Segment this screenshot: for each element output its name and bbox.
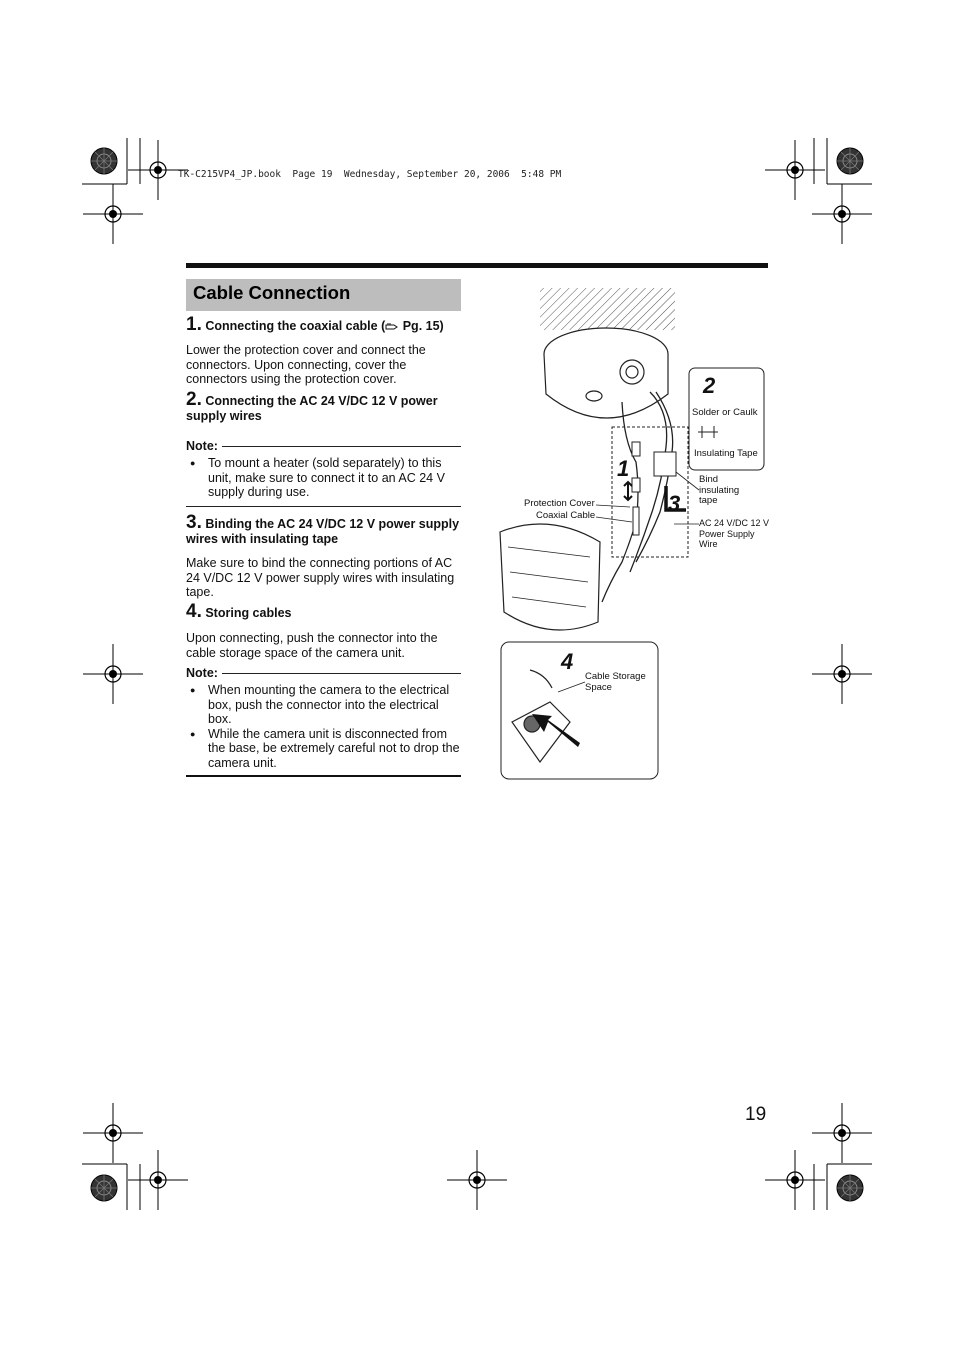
step-2-heading — [186, 389, 461, 424]
section-title: Cable Connection — [193, 282, 351, 303]
label-protection-cover: Protection Cover — [524, 498, 595, 509]
label-power-supply-wire: AC 24 V/DC 12 V Power Supply Wire — [699, 518, 770, 549]
note-2-item: ● When mounting the camera to the electrical box, push the connector into the electrical box. — [186, 683, 461, 727]
note-1-item-text: To mount a heater (sold separately) to this unit, make sure to connect it to an AC 24 V supply during use. — [208, 456, 445, 499]
step-3-title: Binding the AC 24 V/DC 12 V power supply wires with insulating tape — [186, 517, 460, 546]
note-2-item-text: While the camera unit is disconnected from the base, be extremely careful not to drop the camera unit. — [208, 726, 460, 770]
note-2-list — [186, 683, 461, 770]
note-2-item: ● While the camera unit is disconnected from the base, be extremely careful not to drop the camera unit. — [190, 726, 460, 770]
diagram-step-3-number: 3 — [668, 491, 681, 516]
label-cable-storage-space: Cable Storage Space — [585, 671, 646, 693]
cable-storage-detail-box — [501, 642, 658, 779]
pointing-hand-icon — [385, 322, 399, 332]
note-2-rule — [222, 673, 461, 674]
step-2-number: 2. — [186, 389, 202, 410]
page-number: 19 — [745, 1104, 767, 1125]
diagram-step-2-number: 2 — [703, 373, 716, 398]
note-2-item-text: When mounting the camera to the electrical box, push the connector into the electrical box. — [208, 683, 450, 726]
step-1-page-ref: Pg. 15) — [399, 319, 444, 333]
step-4-number: 4. — [186, 601, 202, 622]
label-bind-insulating-tape: Bind insulating tape — [699, 474, 740, 506]
step-1-body: Lower the protection cover and connect the connectors. Upon connecting, cover the connectors using the protection cover. — [186, 343, 426, 386]
label-solder-or-caulk: Solder or Caulk — [692, 407, 758, 418]
note-1-label: Note: — [186, 439, 218, 453]
bottom-rule — [186, 775, 461, 777]
top-rule — [186, 263, 768, 268]
camera-unit — [500, 524, 600, 630]
diagram-step-1-number: 1 — [617, 456, 630, 481]
camera-base — [544, 328, 668, 418]
step-3-heading — [186, 512, 461, 547]
note-1-rule — [222, 446, 461, 447]
bind-tape-box — [654, 452, 676, 476]
step-1-heading — [186, 314, 461, 335]
step-4-title: Storing cables — [205, 606, 292, 620]
diagram-step-4-number: 4 — [561, 649, 574, 674]
move-arrow-icon — [624, 482, 632, 500]
note-1-bottom-rule — [186, 506, 461, 507]
step-4-heading — [186, 601, 461, 622]
step-4-body: Upon connecting, push the connector into the cable storage space of the camera unit. — [186, 631, 438, 660]
label-insulating-tape: Insulating Tape — [694, 448, 758, 459]
note-2-label: Note: — [186, 666, 218, 680]
step-1-number: 1. — [186, 314, 202, 335]
coaxial-connector — [632, 442, 640, 535]
print-header: TK-C215VP4_JP.book Page 19 Wednesday, September 20, 2006 5:48 PM — [178, 169, 562, 180]
note-1-list — [186, 456, 461, 500]
cables — [602, 392, 673, 602]
note-1-item: ● To mount a heater (sold separately) to this unit, make sure to connect it to an AC 24 V supply during use. — [186, 456, 461, 500]
step-1-title: Connecting the coaxial cable ( — [205, 319, 386, 333]
step-3-number: 3. — [186, 512, 202, 533]
label-coaxial-cable: Coaxial Cable — [536, 510, 596, 521]
step-2-title: Connecting the AC 24 V/DC 12 V power supply wires — [186, 394, 438, 423]
step-3-body: Make sure to bind the connecting portions of AC 24 V/DC 12 V power supply wires with insulating tape. — [186, 556, 455, 599]
ceiling-hatch — [540, 288, 675, 330]
